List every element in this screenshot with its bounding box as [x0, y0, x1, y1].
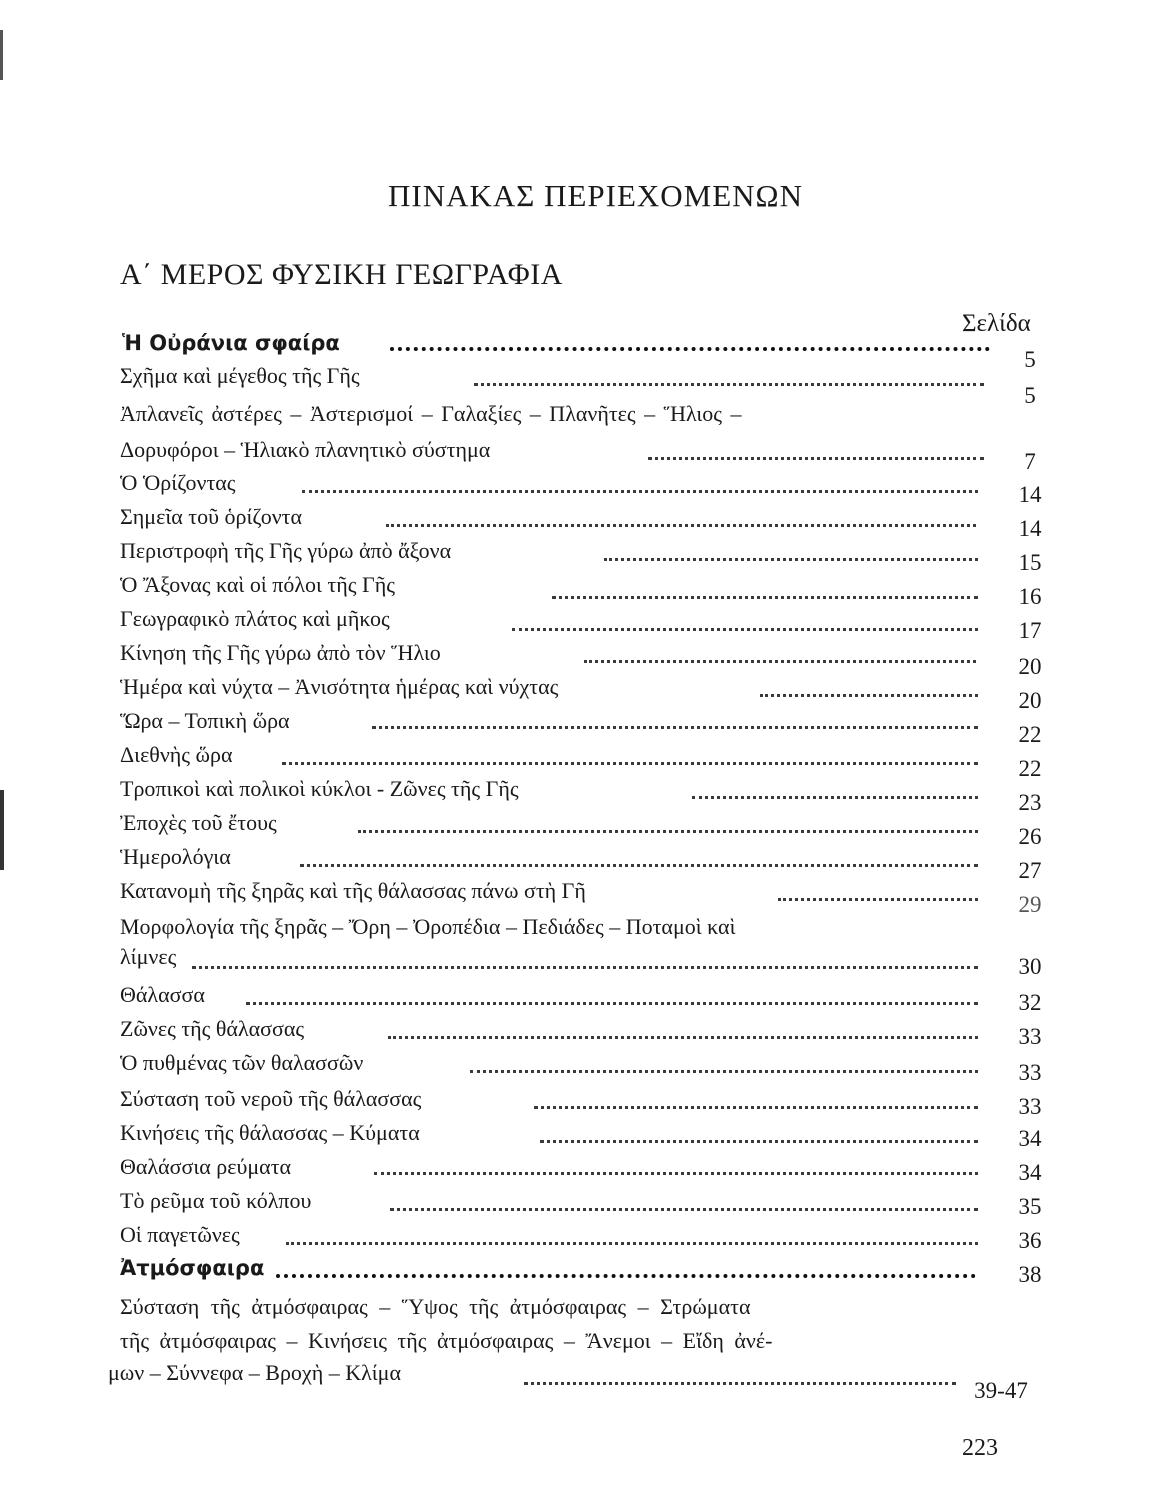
toc-entry-page: 35 [1018, 1194, 1042, 1219]
part-heading: Α΄ ΜΕΡΟΣ ΦΥΣΙΚΗ ΓΕΩΓΡΑΦΙΑ [120, 258, 563, 291]
toc-entry[interactable] [0, 674, 1153, 713]
toc-entry-title: Ἐποχὲς τοῦ ἔτους [120, 810, 277, 835]
dot-leader [276, 1272, 976, 1278]
dot-leader [474, 381, 984, 386]
toc-entry[interactable] [0, 606, 1153, 643]
toc-entry[interactable] [0, 504, 1153, 541]
dot-leader [534, 1104, 978, 1109]
dot-leader [760, 692, 978, 697]
toc-entry[interactable] [0, 538, 1153, 575]
toc-entry[interactable] [0, 1050, 1153, 1084]
toc-entry-page: 14 [1018, 482, 1042, 507]
toc-entry[interactable] [0, 1086, 1153, 1120]
page-column-label: Σελίδα [962, 310, 1031, 337]
toc-entry[interactable] [0, 1016, 1153, 1050]
toc-entry[interactable] [0, 810, 1153, 849]
dot-leader [584, 658, 976, 663]
toc-entry-page: 5 [1024, 383, 1036, 408]
toc-entry[interactable] [0, 327, 1153, 372]
toc-entry[interactable] [0, 1154, 1153, 1188]
toc-entry[interactable] [0, 640, 1153, 679]
toc-entry-page: 33 [1018, 1094, 1042, 1119]
dot-leader [390, 1206, 978, 1211]
toc-entry-title: Ἡμερολόγια [120, 844, 231, 869]
toc-entry-page: 22 [1018, 756, 1042, 781]
toc-entry-title: Διεθνὴς ὥρα [120, 742, 233, 767]
toc-entry-page: 29 [1018, 892, 1042, 917]
toc-entry-title: Ἀπλανεῖς ἀστέρες – Ἀστερισμοί – Γαλαξίες – Πλανῆτες – Ἥλιος – [120, 401, 742, 426]
toc-entry[interactable] [0, 470, 1153, 507]
toc-entry[interactable] [0, 914, 1153, 984]
page-title: ΠΙΝΑΚΑΣ ΠΕΡΙΕΧΟΜΕΝΩΝ [388, 178, 803, 213]
toc-entry-title: Κινήσεις τῆς θάλασσας – Κύματα [120, 1120, 420, 1145]
toc-entry[interactable] [0, 1294, 1153, 1404]
toc-entry-page: 26 [1018, 824, 1042, 849]
toc-entry-page: 33 [1018, 1060, 1042, 1085]
toc-entry-page: 32 [1018, 990, 1042, 1015]
dot-leader [282, 760, 978, 765]
toc-entry-title: Σημεῖα τοῦ ὁρίζοντα [120, 504, 303, 529]
dot-leader [648, 455, 984, 460]
dot-leader [386, 522, 976, 527]
toc-entry-page: 20 [1018, 654, 1042, 679]
toc-entry-page: 20 [1018, 688, 1042, 713]
toc-entry-page: 39-47 [974, 1378, 1028, 1403]
toc-entry-title: Τροπικοὶ καὶ πολικοὶ κύκλοι - Ζῶνες τῆς Γῆς [120, 776, 519, 801]
toc-entry-title: Σύσταση τῆς ἀτμόσφαιρας – Ὕψος τῆς ἀτμόσφαιρας – Στρώματα [120, 1294, 751, 1319]
toc-entry-page: 7 [1024, 449, 1036, 474]
toc-entry-page: 17 [1018, 618, 1042, 643]
toc-entry[interactable] [0, 776, 1153, 815]
toc-entry[interactable] [0, 1120, 1153, 1154]
dot-leader [512, 626, 978, 631]
toc-entry[interactable] [0, 572, 1153, 609]
toc-entry[interactable] [0, 1222, 1153, 1256]
toc-entry[interactable] [0, 361, 1153, 408]
toc-entry-page: 15 [1018, 550, 1042, 575]
toc-entry[interactable] [0, 742, 1153, 781]
toc-entry-page: 33 [1018, 1024, 1042, 1049]
dot-leader [552, 594, 978, 599]
toc-entry-title: Ὁ πυθμένας τῶν θαλασσῶν [120, 1050, 364, 1075]
toc-entry-title: Ὁ Ὁρίζοντας [120, 470, 236, 495]
toc-entry-page: 16 [1018, 584, 1042, 609]
dot-leader [192, 964, 978, 969]
toc-entry-page: 34 [1018, 1126, 1042, 1151]
toc-entry[interactable] [0, 844, 1153, 883]
toc-entry-title: Τὸ ρεῦμα τοῦ κόλπου [120, 1188, 312, 1213]
toc-entry-title: Σχῆμα καὶ μέγεθος τῆς Γῆς [120, 363, 360, 388]
toc-entry-page: 23 [1018, 790, 1042, 815]
dot-leader [372, 724, 978, 729]
toc-entry-title: Θάλασσα [120, 982, 205, 1007]
toc-entry[interactable] [0, 401, 1153, 474]
toc-entry[interactable] [0, 1254, 1153, 1288]
dot-leader [540, 1138, 978, 1143]
toc-entry-page: 34 [1018, 1160, 1042, 1185]
dot-leader [302, 488, 978, 493]
toc-entry-page: 22 [1018, 722, 1042, 747]
toc-entry-title: Ἡ Οὐράνια σφαίρα [122, 331, 340, 355]
dot-leader [604, 556, 978, 561]
toc-entry-title: Ἡμέρα καὶ νύχτα – Ἀνισότητα ἡμέρας καὶ νύχτας [120, 674, 559, 699]
toc-entry-title: Περιστροφὴ τῆς Γῆς γύρω ἀπὸ ἄξονα [120, 538, 452, 563]
toc-entry-title: Θαλάσσια ρεύματα [120, 1154, 292, 1179]
toc-entry[interactable] [0, 708, 1153, 747]
toc-entry-page: 36 [1018, 1228, 1042, 1253]
toc-entry-title: Κατανομὴ τῆς ξηρᾶς καὶ τῆς θάλασσας πάνω στὴ Γῆ [120, 878, 586, 903]
toc-entry-page: 14 [1018, 516, 1042, 541]
toc-entry-title: Ὁ Ἄξονας καὶ οἱ πόλοι τῆς Γῆς [120, 572, 395, 597]
dot-leader [286, 1240, 978, 1245]
toc-entry-title: Οἱ παγετῶνες [120, 1222, 240, 1247]
toc-entry-title: Ἀτμόσφαιρα [120, 1256, 265, 1280]
toc-entry-title: Ὥρα – Τοπικὴ ὥρα [120, 708, 290, 733]
toc-entry-page: 27 [1018, 858, 1042, 883]
toc-entry[interactable] [0, 1188, 1153, 1222]
toc-entry[interactable] [0, 982, 1153, 1016]
toc-entry-continuation: τῆς ἀτμόσφαιρας – Κινήσεις τῆς ἀτμόσφαιρας – Ἄνεμοι – Εἴδη ἀνέ- [120, 1328, 773, 1353]
toc-entry-continuation: μων – Σύννεφα – Βροχὴ – Κλίμα [108, 1360, 401, 1385]
toc-entry-title: Κίνηση τῆς Γῆς γύρω ἀπὸ τὸν Ἥλιο [120, 640, 441, 665]
toc-entry-page: 38 [1018, 1262, 1042, 1287]
toc-entry-page: 5 [1024, 347, 1036, 372]
dot-leader [358, 828, 978, 833]
toc-entry-title: Μορφολογία τῆς ξηρᾶς – Ὄρη – Ὀροπέδια – Πεδιάδες – Ποταμοὶ καὶ [120, 914, 736, 939]
toc-entry-title: Ζῶνες τῆς θάλασσας [120, 1016, 305, 1041]
toc-entry-title: Σύσταση τοῦ νεροῦ τῆς θάλασσας [120, 1086, 422, 1111]
toc-entry-title: Γεωγραφικὸ πλάτος καὶ μῆκος [120, 606, 390, 631]
dot-leader [246, 1000, 978, 1005]
dot-leader [778, 896, 978, 901]
toc-entry[interactable] [0, 878, 1153, 917]
dot-leader [300, 862, 978, 867]
dot-leader [470, 1068, 978, 1073]
toc-entry-page: 30 [1018, 954, 1042, 979]
dot-leader [390, 345, 990, 351]
page-number: 223 [962, 1435, 998, 1461]
toc-entry-continuation: λίμνες [120, 944, 177, 969]
dot-leader [692, 794, 978, 799]
dot-leader [374, 1170, 978, 1175]
toc-entry-continuation: Δορυφόροι – Ἡλιακὸ πλανητικὸ σύστημα [120, 437, 491, 462]
dot-leader [524, 1380, 956, 1385]
dot-leader [388, 1034, 978, 1039]
